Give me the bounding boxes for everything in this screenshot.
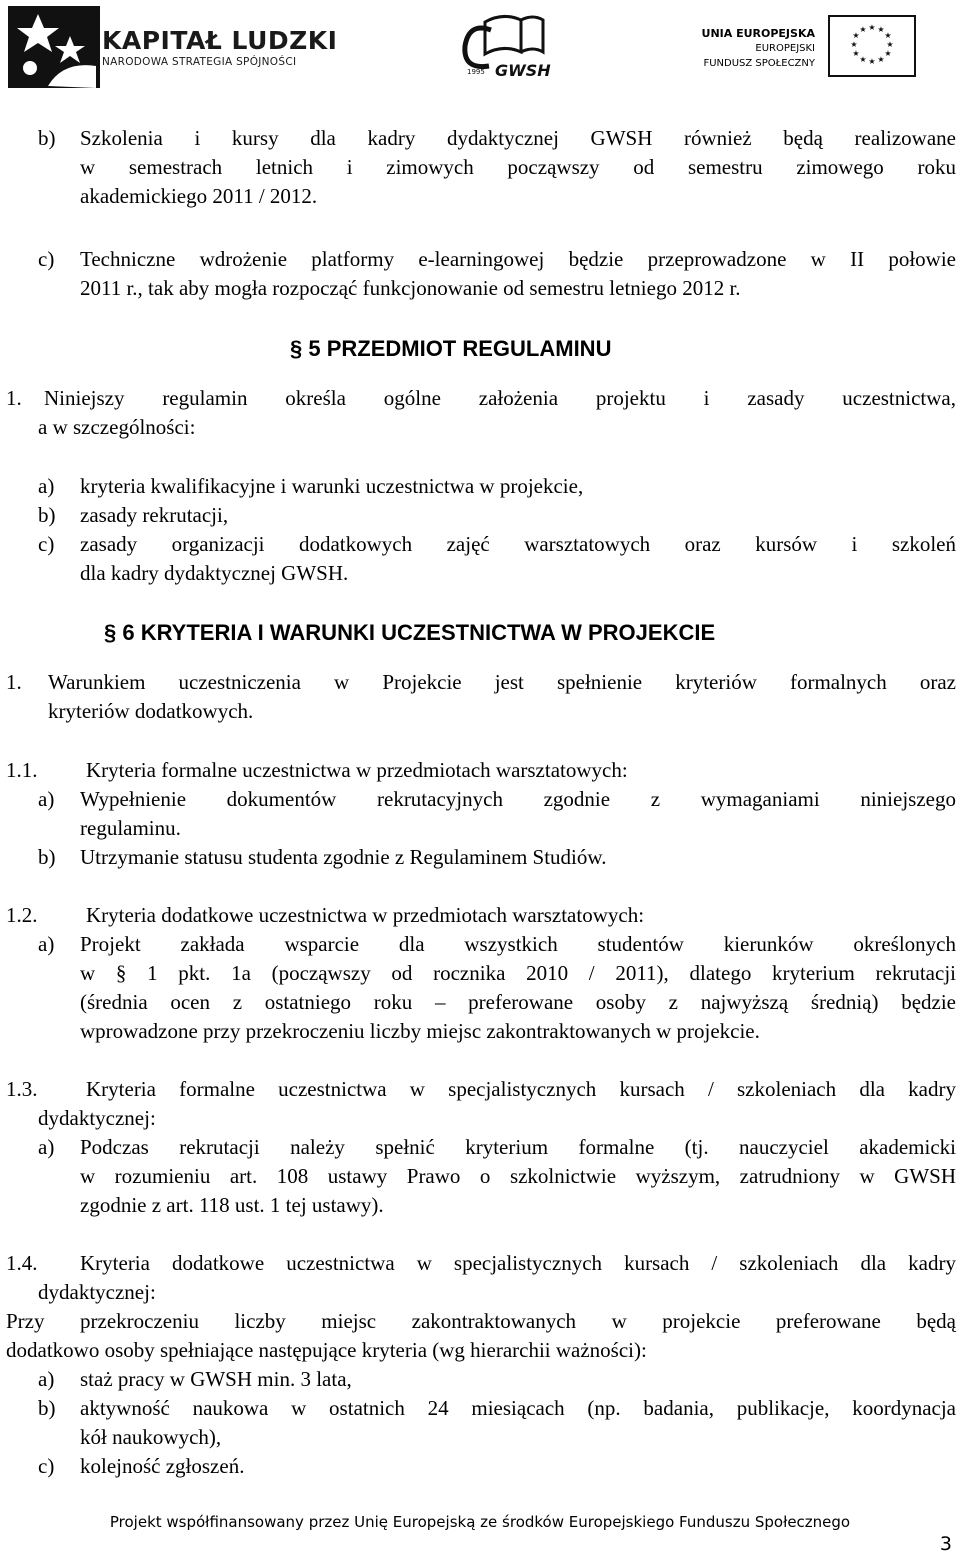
section-6-1-2-a-line-3: (średnia ocen z ostatniego roku – preferowane osoby z najwyższą średnią) będzie [80, 990, 956, 1014]
svg-text:★: ★ [877, 55, 885, 64]
svg-text:★: ★ [868, 57, 876, 66]
section-6-1-4-paragraph-line-2: dodatkowo osoby spełniające następujące kryteria (wg hierarchii ważności): [6, 1338, 647, 1362]
section-6-1-4-c-text: kolejność zgłoszeń. [80, 1454, 245, 1478]
item-b-line-3: akademickiego 2011 / 2012. [80, 184, 318, 208]
kapital-ludzki-logo [8, 6, 100, 93]
section-6-1-1-a-label: a) [38, 787, 55, 811]
section-5-p1-number: 1. [6, 386, 22, 410]
eu-line-3: FUNDUSZ SPOŁECZNY [703, 58, 815, 69]
section-6-1-4-a-text: staż pracy w GWSH min. 3 lata, [80, 1367, 352, 1391]
section-6-1-3-line-2: dydaktycznej: [38, 1106, 156, 1130]
section-6-1-3-a-line-3: zgodnie z art. 118 ust. 1 tej ustawy). [80, 1193, 384, 1217]
svg-text:★: ★ [884, 49, 892, 58]
section-5-b-text: zasady rekrutacji, [80, 503, 229, 527]
page-header [0, 0, 960, 95]
section-5-a-text: kryteria kwalifikacyjne i warunki uczestnictwa w projekcie, [80, 474, 584, 498]
section-6-1-4-a-label: a) [38, 1367, 55, 1391]
section-6-1-3-a-line-2: w rozumieniu art. 108 ustawy Prawo o szkolnictwie wyższym, zatrudniony w GWSH [80, 1164, 956, 1188]
section-6-1-1-title: Kryteria formalne uczestnictwa w przedmiotach warsztatowych: [86, 758, 628, 782]
section-5-b-label: b) [38, 503, 56, 527]
eu-line-2: EUROPEJSKI [755, 43, 815, 54]
section-6-1-1-a-line-2: regulaminu. [80, 816, 181, 840]
item-c-line-1: Techniczne wdrożenie platformy e-learningowej będzie przeprowadzone w II połowie [80, 247, 956, 271]
eu-line-1: UNIA EUROPEJSKA [701, 27, 815, 40]
section-6-1-1-b-text: Utrzymanie statusu studenta zgodnie z Regulaminem Studiów. [80, 845, 607, 869]
gwsh-book-icon [455, 12, 551, 80]
svg-text:★: ★ [852, 49, 860, 58]
section-5-c-line-2: dla kadry dydaktycznej GWSH. [80, 561, 349, 585]
svg-text:★: ★ [884, 31, 892, 40]
svg-text:★: ★ [859, 25, 867, 34]
section-6-1-2-a-label: a) [38, 932, 55, 956]
section-5-p1-line-1: Niniejszy regulamin określa ogólne założenia projektu i zasady uczestnictwa, [44, 386, 956, 410]
section-6-heading: § 6 KRYTERIA I WARUNKI UCZESTNICTWA W PROJEKCIE [104, 620, 716, 645]
page-number: 3 [939, 1533, 952, 1555]
section-6-1-1-a-line-1: Wypełnienie dokumentów rekrutacyjnych zgodnie z wymaganiami niniejszego [80, 787, 956, 811]
section-6-1-4-line-1: Kryteria dodatkowe uczestnictwa w specjalistycznych kursach / szkoleniach dla kadry [80, 1251, 956, 1275]
svg-text:★: ★ [859, 55, 867, 64]
item-b-line-1: Szkolenia i kursy dla kadry dydaktycznej GWSH również będą realizowane [80, 126, 956, 150]
eu-flag-icon [828, 15, 916, 82]
item-b-label: b) [38, 126, 56, 150]
section-6-1-4-b-label: b) [38, 1396, 56, 1420]
section-6-1-4-b-line-2: kół naukowych), [80, 1425, 222, 1449]
svg-text:★: ★ [850, 40, 858, 49]
section-6-1-4-paragraph-line-1: Przy przekroczeniu liczby miejsc zakontraktowanych w projekcie preferowane będą [6, 1309, 956, 1333]
svg-text:1995: 1995 [467, 68, 485, 76]
section-6-1-4-line-2: dydaktycznej: [38, 1280, 156, 1304]
svg-text:★: ★ [868, 23, 876, 32]
footer-funding-note: Projekt współfinansowany przez Unię Europejską ze środków Europejskiego Funduszu Społecznego [109, 1513, 851, 1531]
item-c-label: c) [38, 247, 55, 271]
item-c-line-2: 2011 r., tak aby mogła rozpocząć funkcjonowanie od semestru letniego 2012 r. [80, 276, 741, 300]
section-5-a-label: a) [38, 474, 55, 498]
section-6-1-2-a-line-2: w § 1 pkt. 1a (począwszy od rocznika 2010 / 2011), dlatego kryterium rekrutacji [80, 961, 956, 985]
svg-text:★: ★ [886, 40, 894, 49]
kapital-ludzki-emblem-icon [8, 6, 100, 88]
section-6-1-3-a-line-1: Podczas rekrutacji należy spełnić kryterium formalne (tj. nauczyciel akademicki [80, 1135, 956, 1159]
svg-text:★: ★ [852, 31, 860, 40]
section-6-1-3-line-1: Kryteria formalne uczestnictwa w specjalistycznych kursach / szkoleniach dla kadry [86, 1077, 956, 1101]
section-6-p1-number: 1. [6, 670, 22, 694]
section-5-c-line-1: zasady organizacji dodatkowych zajęć warsztatowych oraz kursów i szkoleń [80, 532, 956, 556]
section-6-1-4-c-label: c) [38, 1454, 55, 1478]
eu-label [700, 26, 815, 71]
section-6-1-3-number: 1.3. [6, 1077, 38, 1101]
section-6-1-1-number: 1.1. [6, 758, 38, 782]
section-6-1-2-number: 1.2. [6, 903, 38, 927]
section-5-p1-line-2: a w szczególności: [38, 415, 196, 439]
section-6-1-4-number: 1.4. [6, 1251, 38, 1275]
section-6-1-1-b-label: b) [38, 845, 56, 869]
section-5-c-label: c) [38, 532, 55, 556]
section-5-heading: § 5 PRZEDMIOT REGULAMINU [290, 336, 612, 361]
section-6-p1-line-2: kryteriów dodatkowych. [48, 699, 254, 723]
section-6-p1-line-1: Warunkiem uczestniczenia w Projekcie jest spełnienie kryteriów formalnych oraz [48, 670, 956, 694]
gwsh-logo [455, 12, 551, 85]
section-6-1-2-a-line-1: Projekt zakłada wsparcie dla wszystkich studentów kierunków określonych [80, 932, 956, 956]
kapital-ludzki-title: KAPITAŁ LUDZKI [102, 26, 338, 55]
section-6-1-2-a-line-4: wprowadzone przy przekroczeniu liczby miejsc zakontraktowanych w projekcie. [80, 1019, 760, 1043]
kapital-ludzki-subtitle: NARODOWA STRATEGIA SPÓJNOŚCI [102, 56, 297, 68]
section-6-1-3-a-label: a) [38, 1135, 55, 1159]
item-b-line-2: w semestrach letnich i zimowych począwszy od semestru zimowego roku [80, 155, 956, 179]
section-6-1-4-b-line-1: aktywność naukowa w ostatnich 24 miesiącach (np. badania, publikacje, koordynacja [80, 1396, 956, 1420]
svg-text:GWSH: GWSH [495, 61, 551, 80]
section-6-1-2-title: Kryteria dodatkowe uczestnictwa w przedmiotach warsztatowych: [86, 903, 645, 927]
svg-text:★: ★ [877, 25, 885, 34]
